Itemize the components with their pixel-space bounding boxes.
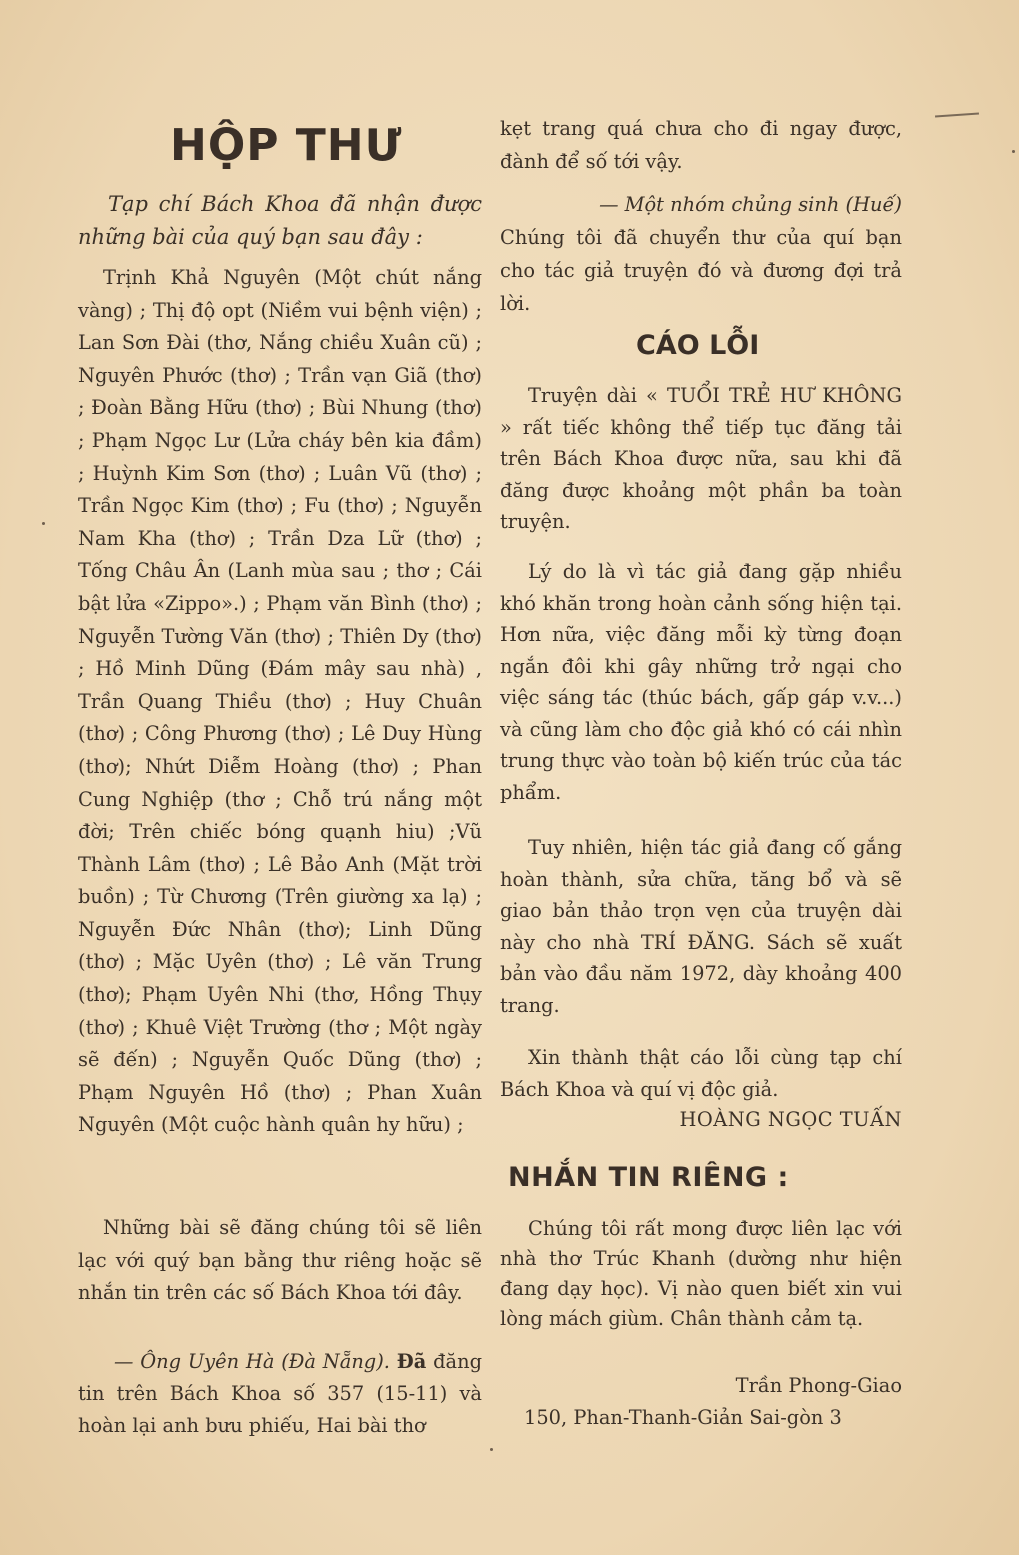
nhan-tin-signature: Trần Phong-Giao: [735, 1374, 902, 1397]
reply-bold-word: Đã: [396, 1350, 427, 1373]
cao-loi-paragraph-1: Truyện dài « TUỔI TRẺ HƯ KHÔNG » rất tiếc không thể tiếp tục đăng tải trên Bách Khoa được nữa, sau khi đã đăng được khoảng một phần ba toàn truyện.: [500, 384, 902, 533]
page-title: HỘP THƯ: [170, 120, 403, 171]
nhan-tin-paragraph: Chúng tôi rất mong được liên lạc với nhà thơ Trúc Khanh (dường như hiện đang dạy học). Vị nào quen biết xin vui lòng mách giùm. Chân thành cảm tạ.: [500, 1217, 902, 1330]
print-mark: [935, 112, 979, 117]
cao-loi-signature: HOÀNG NGỌC TUẤN: [679, 1108, 902, 1131]
paper-speck: [1012, 150, 1015, 153]
closing-note: Những bài sẽ đăng chúng tôi sẽ liên lạc với quý bạn bằng thư riêng hoặc sẽ nhắn tin trên các số Bách Khoa tới đây.: [78, 1216, 482, 1305]
group-signature: — Một nhóm chủng sinh (Huế): [599, 193, 902, 216]
cao-loi-paragraph-3: Tuy nhiên, hiện tác giả đang cố gắng hoàn thành, sửa chữa, tăng bổ và sẽ giao bản thảo trọn vẹn của truyện dài này cho nhà TRÍ ĐĂNG. Sách sẽ xuất bản vào đầu năm 1972, dày khoảng 400 trang.: [500, 836, 902, 1017]
paper-speck: [490, 1448, 493, 1451]
paper-speck: [42, 522, 45, 525]
cao-loi-paragraph-2: Lý do là vì tác giả đang gặp nhiều khó khăn trong hoàn cảnh sống hiện tại. Hơn nữa, việc đăng mỗi kỳ từng đoạn ngắn đôi khi gây những trở ngại cho việc sáng tác (thúc bách, gấp gáp v.v...) và cũng làm cho độc giả khó có cái nhìn trung thực vào toàn bộ kiến trúc của tác phẩm.: [500, 560, 902, 804]
cao-loi-heading: CÁO LỖI: [636, 330, 760, 361]
continued-text: kẹt trang quá chưa cho đi ngay được, đành để số tới vậy.: [500, 117, 902, 173]
group-reply-text: Chúng tôi đã chuyển thư của quí bạn cho tác giả truyện đó và đương đợi trả lời.: [500, 226, 902, 315]
group-reply: [500, 188, 902, 320]
nhan-tin-address: 150, Phan-Thanh-Giản Sai-gòn 3: [524, 1406, 842, 1429]
cao-loi-paragraph-4: Xin thành thật cáo lỗi cùng tạp chí Bách Khoa và quí vị độc giả.: [500, 1046, 902, 1101]
reply-uyen-ha: [78, 1346, 482, 1442]
received-list: Trịnh Khả Nguyên (Một chút nắng vàng) ; Thị độ opt (Niềm vui bệnh viện) ; Lan Sơn Đài (thơ, Nắng chiều Xuân cũ) ; Nguyên Phước (thơ) ; Trần vạn Giã (thơ) ; Đoàn Bằng Hữu (thơ) ; Bùi Nhung (thơ) ; Phạm Ngọc Lư (Lửa cháy bên kia đầm) ; Huỳnh Kim Sơn (thơ) ; Luân Vũ (thơ) ; Trần Ngọc Kim (thơ) ; Fu (thơ) ; Nguyễn Nam Kha (thơ) ; Trần Dza Lữ (thơ) ; Tống Châu Ân (Lanh mùa sau ; thơ ; Cái bật lửa «Zippo».) ; Phạm văn Bình (thơ) ; Nguyễn Tường Văn (thơ) ; Thiên Dy (thơ) ; Hồ Minh Dũng (Đám mây sau nhà) , Trần Quang Thiều (thơ) ; Huy Chuân (thơ) ; Công Phương (thơ) ; Lê Duy Hùng (thơ); Nhứt Diễm Hoàng (thơ) ; Phan Cung Nghiệp (thơ ; Chỗ trú nắng một đời; Trên chiếc bóng quạnh hiu) ;Vũ Thành Lâm (thơ) ; Lê Bảo Anh (Mặt trời buồn) ; Từ Chương (Trên giường xa lạ) ; Nguyễn Đức Nhân (thơ); Linh Dũng (thơ) ; Mặc Uyên (thơ) ; Lê văn Trung (thơ); Phạm Uyên Nhi (thơ, Hồng Thụy (thơ) ; Khuê Việt Trường (thơ ; Một ngày sẽ đến) ; Nguyễn Quốc Dũng (thơ) ; Phạm Nguyên Hồ (thơ) ; Phan Xuân Nguyên (Một cuộc hành quân hy hữu) ;: [78, 266, 482, 1137]
nhan-tin-heading: NHẮN TIN RIÊNG :: [508, 1162, 789, 1193]
intro-text: Tạp chí Bách Khoa đã nhận được những bài của quý bạn sau đây :: [78, 192, 482, 249]
reply-body: đăng tin trên Bách Khoa số 357 (15-11) và hoàn lại anh bưu phiếu, Hai bài thơ: [78, 1350, 482, 1437]
reply-recipient: — Ông Uyên Hà (Đà Nẵng).: [114, 1350, 390, 1373]
